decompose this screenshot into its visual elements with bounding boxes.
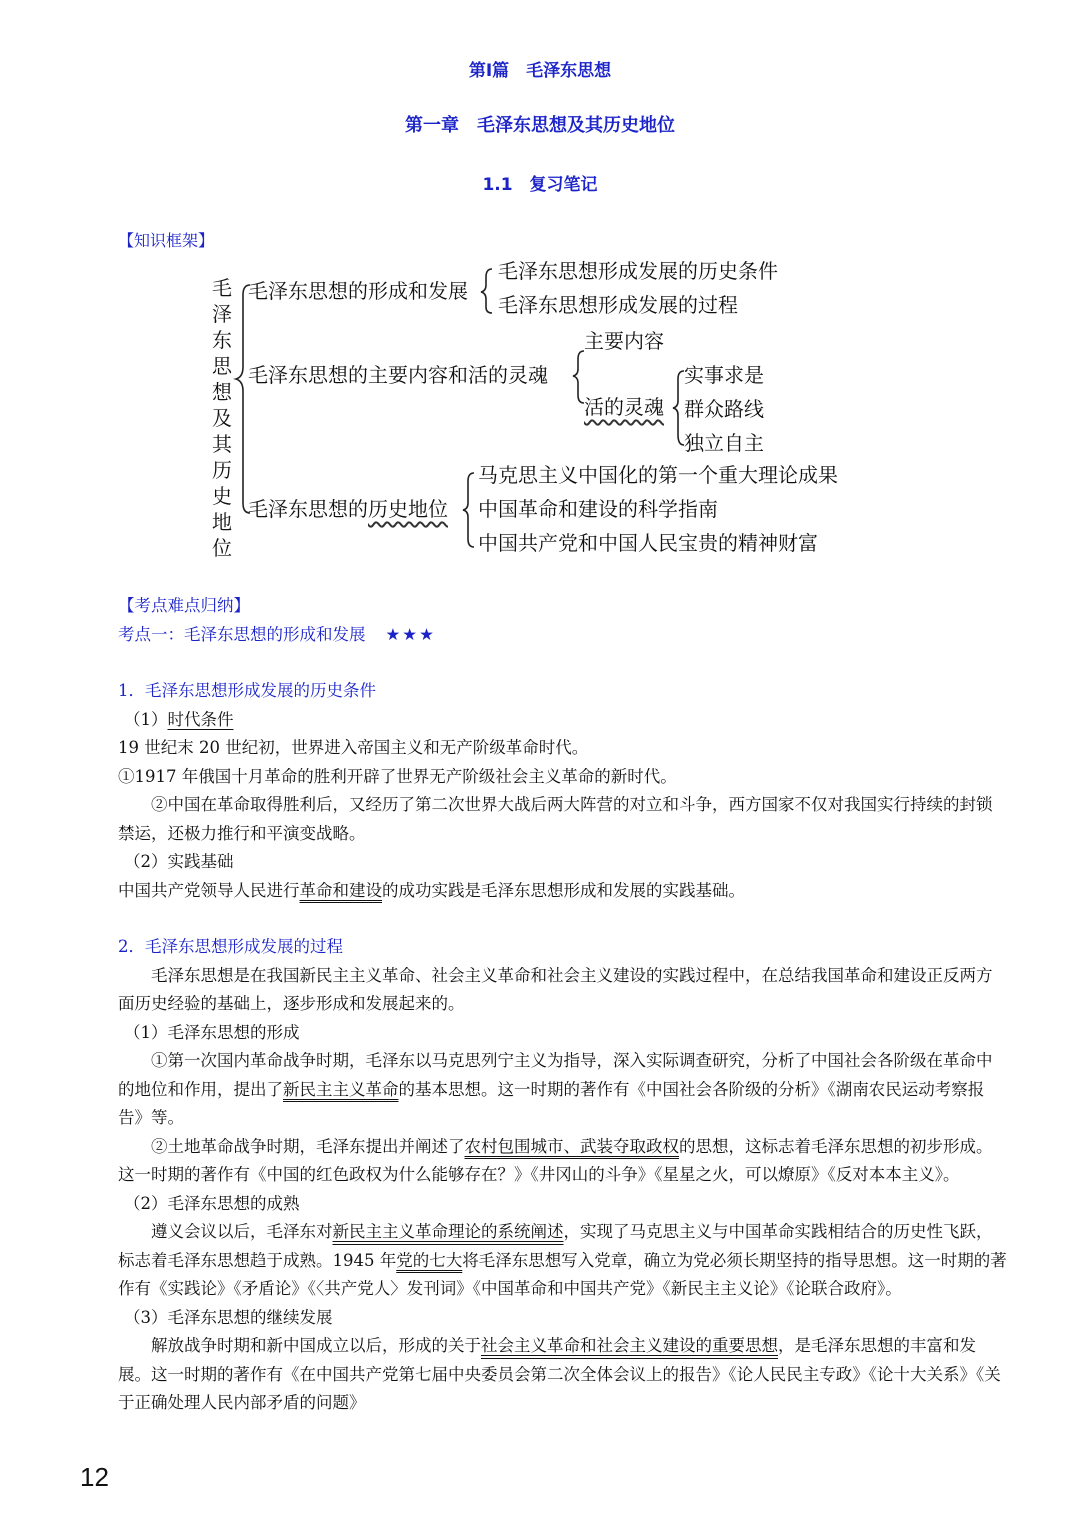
keypoints-label: 【考点难点归纳】: [118, 596, 250, 615]
s2-intro: 毛泽东思想是在我国新民主主义革命、社会主义革命和社会主义建设的实践过程中，在总结我国革命和建设正反两方面历史经验的基础上，逐步形成和发展起来的。: [118, 965, 993, 1013]
tree-branch-content-soul: 毛泽东思想的主要内容和活的灵魂: [248, 363, 548, 387]
s1-para4: 中国共产党领导人民进行革命和建设的成功实践是毛泽东思想形成和发展的实践基础。: [118, 880, 745, 900]
s1-para1: 19 世纪末 20 世纪初，世界进入帝国主义和无产阶级革命时代。: [118, 738, 589, 757]
section-2-title: 2．毛泽东思想形成发展的过程: [118, 937, 343, 956]
section-title: 1.1 复习笔记: [482, 175, 598, 195]
notes-body: [118, 592, 1008, 1418]
s2-sub2: （2）毛泽东思想的成熟: [124, 1193, 300, 1213]
tree-root: 毛泽东思想及其历史地位: [212, 276, 232, 560]
importance-stars: ★★★: [385, 624, 436, 644]
s2-para-b: ②土地革命战争时期，毛泽东提出并阐述了农村包围城市、武装夺取政权的思想，这标志着毛泽东思想的初步形成。这一时期的著作有《中国的红色政权为什么能够存在？》《井冈山的斗争》《星星之火，可以燎原》《反对本本主义》。: [118, 1136, 993, 1184]
keypoint-1-title: 考点一：毛泽东思想的形成和发展 ★★★: [118, 624, 436, 644]
s2-sub3: （3）毛泽东思想的继续发展: [124, 1307, 333, 1327]
tree-leaf-first-theory: 马克思主义中国化的第一个重大理论成果: [478, 463, 838, 487]
tree-leaf-mass-line: 群众路线: [684, 397, 764, 421]
tree-branch-formation: 毛泽东思想的形成和发展: [248, 279, 468, 303]
tree-leaf-spiritual-wealth: 中国共产党和中国人民宝贵的精神财富: [478, 531, 818, 555]
tree-branch-living-soul: 活的灵魂: [584, 395, 664, 419]
s1-para3: ②中国在革命取得胜利后，又经历了第二次世界大战后两大阵营的对立和斗争，西方国家不仅对我国实行持续的封锁禁运，还极力推行和平演变战略。: [118, 795, 993, 843]
page-number: 12: [80, 1462, 109, 1492]
tree-leaf-scientific-guide: 中国革命和建设的科学指南: [478, 497, 718, 521]
s2-para-c: 遵义会议以后，毛泽东对新民主主义革命理论的系统阐述，实现了马克思主义与中国革命实践相结合的历史性飞跃，标志着毛泽东思想趋于成熟。1945 年党的七大将毛泽东思想写入党章，确立为党必须长期坚持的指导思想。这一时期的著作有《实践论》《矛盾论》《〈共产党人〉发刊词》《中国革命和中国共产党》《新民主主义论》《论联合政府》。: [118, 1222, 1007, 1298]
s2-para-d: 解放战争时期和新中国成立以后，形成的关于社会主义革命和社会主义建设的重要思想，是毛泽东思想的丰富和发展。这一时期的著作有《在中国共产党第七届中央委员会第二次全体会议上的报告》《论人民民主专政》《论十大关系》《关于正确处理人民内部矛盾的问题》: [118, 1336, 1001, 1412]
chapter-title: 第一章 毛泽东思想及其历史地位: [405, 115, 675, 136]
s1-para2: ①1917 年俄国十月革命的胜利开辟了世界无产阶级社会主义革命的新时代。: [118, 766, 677, 786]
tree-leaf-independence: 独立自主: [684, 431, 764, 455]
knowledge-framework-tree: [200, 255, 900, 565]
tree-leaf-historical-conditions: 毛泽东思想形成发展的历史条件: [498, 259, 778, 283]
tree-leaf-seek-truth: 实事求是: [684, 363, 764, 387]
s1-sub1: （1）时代条件: [124, 709, 234, 729]
part-title: 第Ⅰ篇 毛泽东思想: [468, 61, 612, 81]
tree-leaf-main-content: 主要内容: [584, 329, 664, 353]
tree-leaf-process: 毛泽东思想形成发展的过程: [498, 293, 738, 317]
section-1-title: 1．毛泽东思想形成发展的历史条件: [118, 681, 376, 700]
s2-para-a: ①第一次国内革命战争时期，毛泽东以马克思列宁主义为指导，深入实际调查研究，分析了中国社会各阶级在革命中的地位和作用，提出了新民主主义革命的基本思想。这一时期的著作有《中国社会各阶级的分析》《湖南农民运动考察报告》等。: [118, 1051, 993, 1127]
framework-label: 【知识框架】: [118, 231, 215, 250]
tree-branch-historical-status: 毛泽东思想的历史地位: [248, 497, 448, 521]
s2-sub1: （1）毛泽东思想的形成: [124, 1022, 300, 1042]
s1-sub2: （2）实践基础: [124, 852, 234, 871]
